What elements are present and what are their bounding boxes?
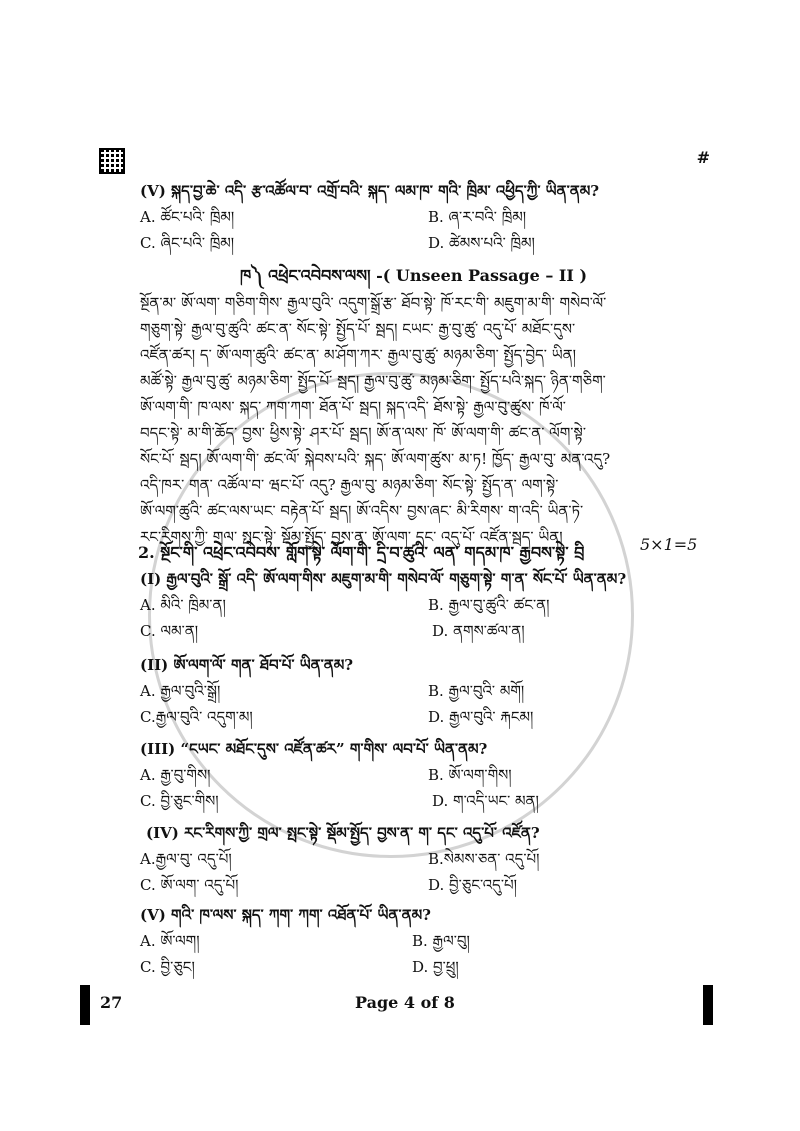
qr-code-icon	[99, 148, 125, 174]
passage-line: མཚོ་སྟེ་ རྒྱལ་བུ་ཚུ་ མཉམ་ཅིག་ སྤྱོད་པོ་ སྦད། རྒྱལ་བུ་ཚུ་ མཉམ་ཅིག་ སྤྱོད་པའི་སྐད་ ཉིན་གཅིག་	[140, 372, 606, 390]
q4-option-a: A.རྒྱལ་བུ་ འདུ་པོ།	[140, 850, 232, 868]
passage-line: རང་རིགས་ཀྱི་ གྲལ་ སྤང་སྟེ་ སྡོམ་སྤྱོད་ བྱས་ན་ ཨོ་ལག་ དང་ འདུ་པོ་ འཛོན་སྦད་ ཡིན།	[140, 528, 563, 546]
q3-option-b: B. ཨོ་ལག་གིས།	[428, 766, 512, 784]
top-option-c: C. ཞིང་པའི་ ཁྲིམ།	[140, 234, 235, 252]
passage	[140, 290, 700, 550]
q5-option-d: D. བྱ་ཕྲུ།	[412, 958, 459, 976]
q5-option-a: A. ཨོ་ལག།	[140, 932, 200, 950]
footer-bar-right	[703, 985, 713, 1025]
section-title: ཁ༽ འཕྲེང་འབེབས་ལས། -( Unseen Passage – II )	[240, 266, 588, 285]
passage-line: གཅུག་སྟེ་ རྒྱལ་བུ་ཚུའི་ ཚང་ན་ སོང་སྟེ་ སྤྱོད་པོ་ སྦད། ངཡང་ རྒྱ་བུ་ཚུ་ འདུ་པོ་ མཐོང་དུས་	[140, 320, 576, 338]
question-4: (IV) རང་རིགས་ཀྱི་ གྲལ་ སྤང་སྟེ་ སྡོམ་སྤྱོད་ བྱས་ན་ ག་ དང་ འདུ་པོ་ འཛོན?	[146, 824, 540, 842]
question-2: (II) ཨོ་ལག་ལོ་ གན་ ཐོབ་པོ་ ཡིན་ནམ?	[140, 656, 354, 674]
question-1: (I) རྒྱལ་བུའི་ སྒྲོ་ འདི་ ཨོ་ལག་གིས་ མཇུག་མ་གི་ གསེབ་ལོ་ གཅུག་སྟེ་ ག་ན་ སོང་པོ་ ཡིན་ནམ?	[140, 570, 627, 588]
question-5: (V) གའི་ ཁ་ལས་ སྐད་ ཀག་ ཀག་ འཐོན་པོ་ ཡིན་ནམ?	[140, 906, 431, 924]
q4-option-d: D. བྱི་ཅུང་འདུ་པོ།	[428, 876, 517, 894]
section2-marks: 5×1=5	[640, 535, 698, 554]
passage-line: འདི་ཁར་ གན་ འཚོལ་བ་ ཝང་པོ་ འདུ? རྒྱལ་བུ་ མཉམ་ཅིག་ སོང་སྟེ་ སྤྱོད་ན་ ལག་སྟེ་	[140, 476, 559, 494]
section2-title: 2. སྔོང་གི་ འཕྲེང་འབེབས་ གློག་སྟེ་ ལོག་གི་ དྲི་བ་ཚུའི་ ལན་ གདམ་ཁ་ རྒྱབས་སྟེ་ བྲི	[138, 543, 585, 562]
top-option-a: A. ཚོང་པའི་ ཁྲིམ།	[140, 208, 235, 226]
footer-bar-left	[80, 985, 90, 1025]
passage-line: འཛོན་ཚར། ད་ ཨོ་ལག་ཚུའི་ ཚང་ན་ མ་ཤོག་ཀར་ རྒྱལ་བུ་ཚུ་ མཉམ་ཅིག་ སྤྱོད་བྱེད་ ཡིན།	[140, 346, 576, 364]
q3-option-d: D. ག་འདི་ཡང་ མན།	[432, 792, 539, 810]
q2-option-c: C.རྒྱལ་བུའི་ འདུག་མ།	[140, 708, 253, 726]
q3-option-c: C. བྱི་ཅུང་གིས།	[140, 792, 219, 810]
q1-option-c: C. ལམ་ན།	[140, 622, 199, 640]
q5-option-b: B. རྒྱལ་བུ།	[412, 932, 470, 950]
q2-option-a: A. རྒྱལ་བུའི་སྒྲོ།	[140, 682, 221, 700]
top-option-b: B. ཞ་ར་བའི་ ཁྲིམ།	[428, 208, 527, 226]
q4-option-c: C. ཨོ་ལག་ འདུ་པོ།	[140, 876, 239, 894]
passage-line: བདང་སྟེ་ མ་གི་ཆོད་ བྱས་ ཕྱིས་སྟེ་ ཤར་པོ་ སྦད། ཨོ་ན་ལས་ ཁོ་ ཨོ་ལག་གི་ ཚང་ན་ ལོག་སྟེ་	[140, 424, 586, 442]
q5-option-c: C. བྱི་ཅུང།	[140, 958, 195, 976]
q1-option-b: B. རྒྱལ་བུ་ཚུའི་ ཚང་ན།	[428, 596, 550, 614]
q2-option-d: D. རྒྱལ་བུའི་ རྐངམ།	[428, 708, 534, 726]
passage-line: སྔོན་མ་ ཨོ་ལག་ གཅིག་གིས་ རྒྱལ་བུའི་ འདུག་སྒྲོ་རྩ་ ཐོབ་སྟེ་ ཁོ་རང་གི་ མཇུག་མ་གི་ གསེབ་ལོ་	[140, 294, 607, 312]
top-question: (V) སྐད་བྱ་ཆེ་ འདི་ རྩ་འཚོལ་བ་ འགྲོ་བའི་ སྐད་ ལམ་ཁ་ གའི་ ཁྲིམ་ འཕྱིད་ཀྱི་ ཡིན་ནམ?	[140, 182, 600, 200]
passage-line: སོང་པོ་ སྦད། ཨོ་ལག་གི་ ཚང་ལོ་ སྐེབས་པའི་ སྐད་ ཨོ་ལག་ཚུས་ མ་ཏ! ཁྱོད་ རྒྱལ་བུ་ མན་འདུ?	[140, 450, 611, 468]
corner-mark: #	[696, 148, 710, 167]
q4-option-b: B.སེམས་ཅན་ འདུ་པོ།	[428, 850, 540, 868]
page-number: Page 4 of 8	[355, 993, 455, 1012]
top-option-d: D. ཚེམས་པའི་ ཁྲིམ།	[428, 234, 535, 252]
q2-option-b: B. རྒྱལ་བུའི་ མགོ།	[428, 682, 525, 700]
q1-option-d: D. ནགས་ཚལ་ན།	[432, 622, 525, 640]
question-3: (III) “ངཡང་ མཐོང་དུས་ འཛོན་ཚར” ག་གིས་ ལབ་པོ་ ཡིན་ནམ?	[140, 740, 488, 758]
footer-number: 27	[100, 993, 123, 1012]
passage-line: ཨོ་ལག་ཚུའི་ ཚང་ལས་ཡང་ བརྟེན་པོ་ སྦད། ཨོ་འདིས་ བྱས་ཞང་ མི་རིགས་ ག་འདི་ ཡིན་ཏེ་	[140, 502, 584, 520]
passage-line: ཨོ་ལག་གི་ ཁ་ལས་ སྐད་ ཀག་ཀག་ ཐོན་པོ་ སྦད། སྐད་འདི་ ཐོས་སྟེ་ རྒྱལ་བུ་ཚུས་ ཁོ་ལོ་	[140, 398, 566, 416]
q3-option-a: A. རྒྱ་བུ་གིས།	[140, 766, 211, 784]
q1-option-a: A. མིའི་ ཁྲིམ་ན།	[140, 596, 226, 614]
